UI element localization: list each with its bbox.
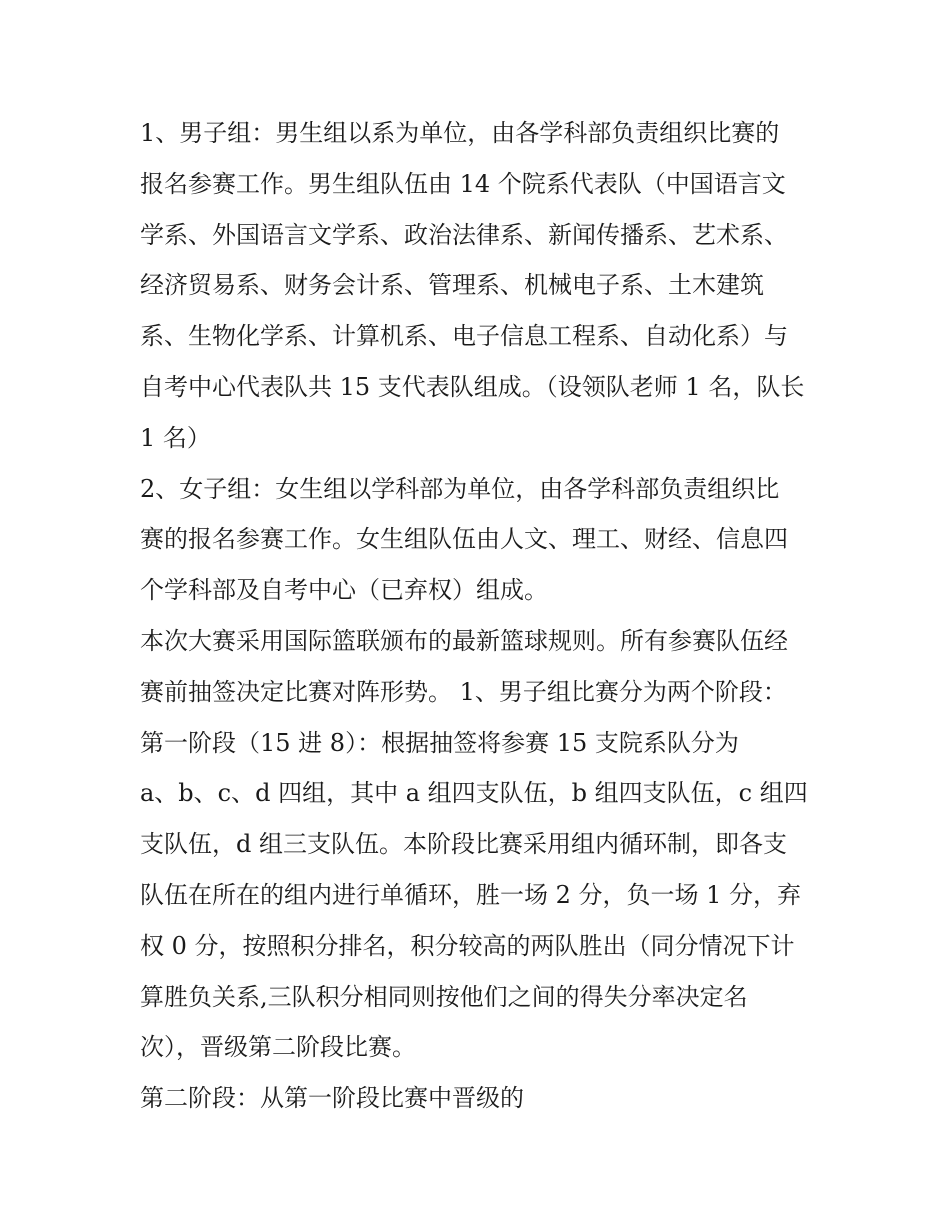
document-body [140,108,830,1124]
text-line: 系、生物化学系、计算机系、电子信息工程系、自动化系）与 [140,322,788,351]
text-line: 报名参赛工作。男生组队伍由 14 个院系代表队（中国语言文 [140,169,786,198]
text-line: 次），晋级第二阶段比赛。 [140,1033,416,1062]
text-line: 1 名） [140,423,211,452]
text-line: 个学科部及自考中心（已弃权）组成。 [140,576,548,605]
text-line: 学系、外国语言文学系、政治法律系、新闻传播系、艺术系、 [140,220,788,249]
text-line: a、b、c、d 四组，其中 a 组四支队伍，b 组四支队伍，c 组四 [140,779,808,808]
text-line: 经济贸易系、财务会计系、管理系、机械电子系、土木建筑 [140,271,764,300]
text-line: 赛的报名参赛工作。女生组队伍由人文、理工、财经、信息四 [140,525,788,554]
text-line: 自考中心代表队共 15 支代表队组成。（设领队老师 1 名，队长 [140,372,805,401]
text-line: 第二阶段：从第一阶段比赛中晋级的 [140,1084,524,1113]
text-line: 本次大赛采用国际篮联颁布的最新篮球规则。所有参赛队伍经 [140,626,788,655]
text-line: 权 0 分，按照积分排名，积分较高的两队胜出（同分情况下计 [140,931,795,960]
text-line: 赛前抽签决定比赛对阵形势。 1、男子组比赛分为两个阶段： [140,677,787,706]
text-line: 队伍在所在的组内进行单循环，胜一场 2 分，负一场 1 分，弃 [140,880,802,909]
text-line: 1、男子组：男生组以系为单位，由各学科部负责组织比赛的 [140,119,780,147]
text-line: 2、女子组：女生组以学科部为单位，由各学科部负责组织比 [140,474,780,503]
text-line: 支队伍，d 组三支队伍。本阶段比赛采用组内循环制，即各支 [140,830,787,859]
text-line: 算胜负关系,三队积分相同则按他们之间的得失分率决定名 [140,982,748,1011]
text-line: 第一阶段（15 进 8）：根据抽签将参赛 15 支院系队分为 [140,728,739,757]
